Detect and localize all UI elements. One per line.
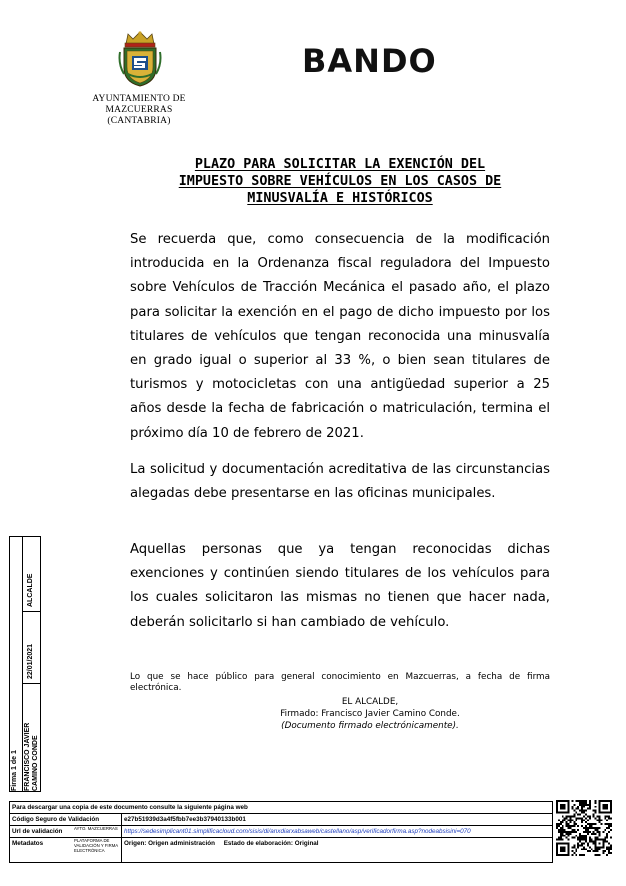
footer-meta-label: Metadatos bbox=[12, 840, 44, 847]
signature-signed-by: Firmado: Francisco Javier Camino Conde. bbox=[280, 709, 460, 719]
qr-code-icon[interactable] bbox=[556, 800, 612, 856]
side-firma-count: Firma 1 de 1 bbox=[11, 750, 18, 791]
side-signer-name-2: CAMINO CONDE bbox=[32, 735, 39, 791]
side-sign-date: 22/01/2021 bbox=[27, 643, 34, 679]
footer-meta-sub: PLATAFORMA DE VALIDACIÓN Y FIRMA ELECTRÓNICA bbox=[72, 838, 122, 862]
footer-url-label: Url de validación bbox=[12, 828, 63, 835]
footer-csv-label: Código Seguro de Validación bbox=[10, 814, 122, 825]
bando-heading: BANDO bbox=[302, 42, 437, 80]
body-paragraph: Se recuerda que, como consecuencia de la modificación introducida en la Ordenanza fiscal reguladora del Impuesto sobre Vehículos de Tracción Mecánica el pasado año, el plazo para solicitar la exención en el pago de dicho impuesto por los titulares de vehículos que tengan reconocida una minusvalía en grado igual o superior al 33 %, o bien sean titulares de turismos y motocicletas con una antigüedad superior a 25 años desde la fecha de fabricación o matriculación, termina el próximo día 10 de febrero de 2021. bbox=[130, 232, 550, 441]
footer-url-link[interactable]: https://sedesimplicant01.simplificacloud.com/sisis/di/anxdiarxabsaweb/castellano/asp/verificadorfirma.asp?nodeabsisini=070 bbox=[124, 828, 471, 835]
side-signer-name-1: FRANCISCO JAVIER bbox=[24, 722, 31, 791]
side-signer-role: ALCALDE bbox=[27, 573, 34, 607]
closing-text: Lo que se hace público para general conocimiento en Mazcuerras, a fecha de firma electrónica. bbox=[130, 672, 550, 693]
title-line: MINUSVALÍA E HISTÓRICOS bbox=[247, 191, 433, 206]
footer-url-sub: AYTO. MAZCUERRAS bbox=[72, 826, 122, 837]
coat-of-arms-icon bbox=[118, 30, 162, 88]
footer-meta-value: Origen: Origen administración Estado de elaboración: Original bbox=[124, 840, 319, 847]
title-line: PLAZO PARA SOLICITAR LA EXENCIÓN DEL bbox=[194, 157, 486, 172]
ayuntamiento-line: MAZCUERRAS bbox=[105, 105, 173, 115]
ayuntamiento-name bbox=[84, 94, 194, 127]
body-paragraph: La solicitud y documentación acreditativa de las circunstancias alegadas debe presentarse en las oficinas municipales. bbox=[130, 462, 550, 502]
signature-role: EL ALCALDE, bbox=[341, 697, 399, 707]
validation-footer bbox=[9, 801, 553, 863]
signature-side-box bbox=[9, 536, 41, 792]
signature-block bbox=[180, 696, 560, 732]
footer-download-text: Para descargar una copia de este documento consulte la siguiente página web bbox=[12, 804, 248, 811]
ayuntamiento-line: (CANTABRIA) bbox=[107, 116, 171, 126]
document-title bbox=[130, 156, 550, 207]
footer-csv-value: e27b51939d3a4f5fbb7ee3b37940133b001 bbox=[124, 816, 246, 823]
signature-note: (Documento firmado electrónicamente). bbox=[281, 721, 459, 731]
title-line: IMPUESTO SOBRE VEHÍCULOS EN LOS CASOS DE bbox=[178, 174, 502, 189]
body-paragraph: Aquellas personas que ya tengan reconocidas dichas exenciones y continúen siendo titulares de los vehículos para los cuales solicitaron las mismas no tienen que hacer nada, deberán solicitarlo si han cambiado de vehículo. bbox=[130, 542, 550, 630]
ayuntamiento-line: AYUNTAMIENTO DE bbox=[92, 94, 186, 104]
